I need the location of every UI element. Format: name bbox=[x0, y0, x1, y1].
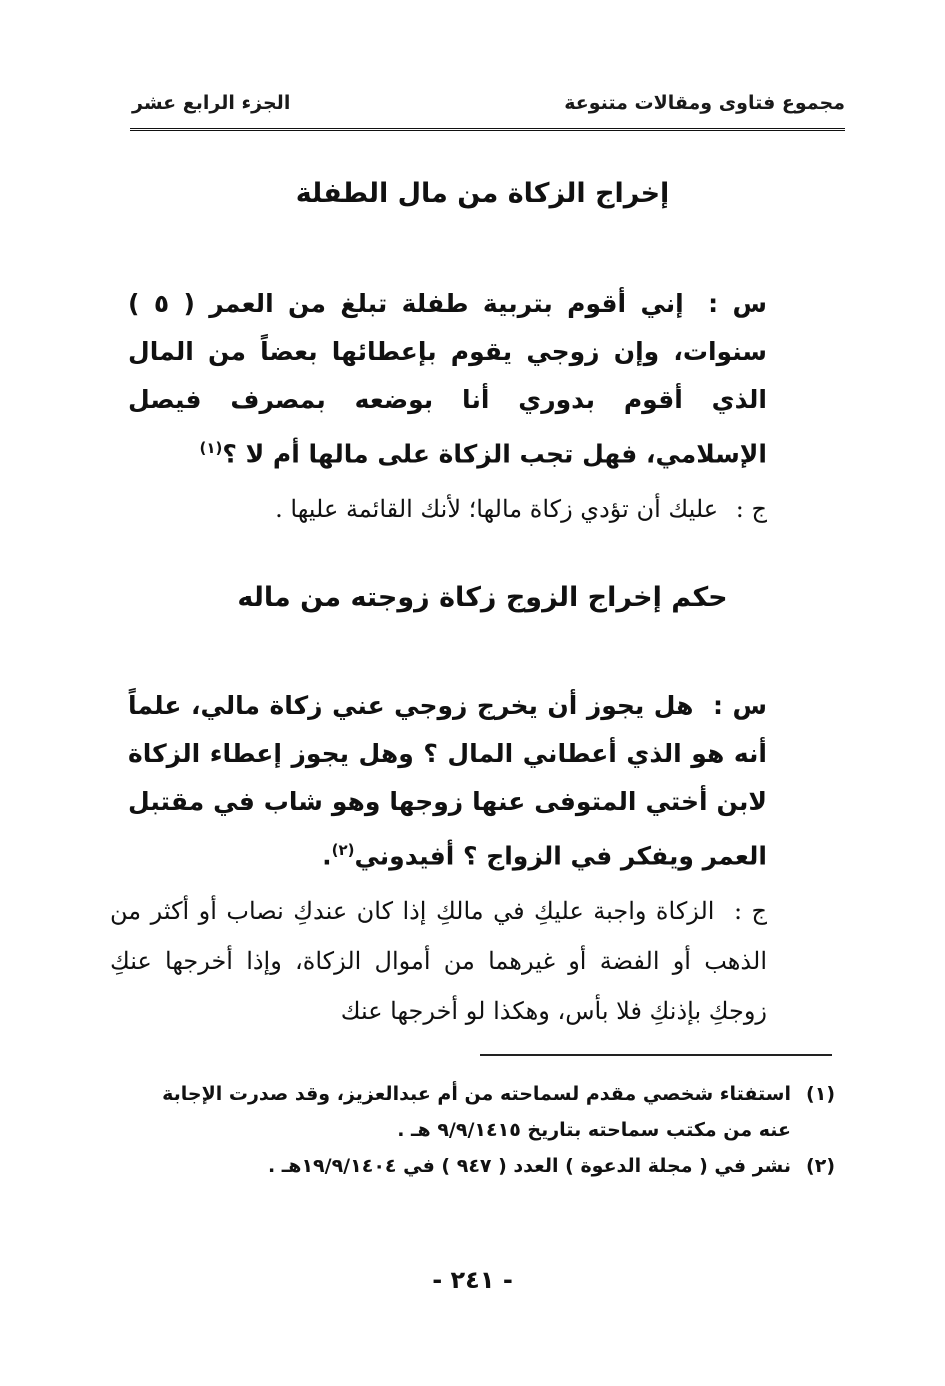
answer-label: ج : bbox=[733, 897, 767, 925]
footnote-text: استفتاء شخصي مقدم لسماحته من أم عبدالعزيز، وقد صدرت الإجابة عنه من مكتب سماحته بتاريخ ٩/٩/١٤١٥ هـ . bbox=[162, 1083, 791, 1141]
page-number: - ٢٤١ - bbox=[432, 1266, 513, 1294]
volume-label: الجزء الرابع عشر bbox=[132, 92, 291, 114]
footnote-2 bbox=[128, 1148, 835, 1184]
footnote-ref: (٢) bbox=[331, 841, 355, 859]
footnote-ref: (١) bbox=[199, 439, 223, 457]
footnote-divider bbox=[480, 1054, 832, 1056]
section2-answer bbox=[110, 886, 767, 1036]
section2-question bbox=[128, 682, 767, 880]
answer-label: ج : bbox=[735, 495, 767, 523]
section1-question bbox=[128, 280, 767, 478]
book-title: مجموع فتاوى ومقالات متنوعة bbox=[564, 92, 845, 114]
question-text: هل يجوز أن يخرج زوجي عني زكاة مالي، علماً أنه هو الذي أعطاني المال ؟ وهل يجوز إعطاء الزكاة لابن أختي المتوفى عنها زوجها وهو شاب في مقتبل العمر ويفكر في الزواج ؟ أفيدوني bbox=[128, 691, 767, 871]
answer-text: الزكاة واجبة عليكِ في مالكِ إذا كان عندكِ نصاب أو أكثر من الذهب أو الفضة أو غيرهما من أموال الزكاة، وإذا أخرجها عنكِ زوجكِ بإذنكِ فلا بأس، وهكذا لو أخرجها عنك bbox=[110, 897, 767, 1025]
question-end: . bbox=[322, 841, 332, 871]
question-label: س : bbox=[712, 691, 767, 720]
footnote-number: (١) bbox=[806, 1083, 835, 1105]
question-text: إني أقوم بتربية طفلة تبلغ من العمر ( ٥ ) سنوات، وإن زوجي يقوم بإعطائها بعضاً من المال الذي أقوم بدوري أنا بوضعه بمصرف فيصل الإسلامي، فهل تجب الزكاة على مالها أم لا ؟ bbox=[128, 289, 767, 469]
footnotes bbox=[128, 1076, 835, 1184]
footnote-text: نشر في ( مجلة الدعوة ) العدد ( ٩٤٧ ) في ١٩/٩/١٤٠٤هـ . bbox=[267, 1155, 791, 1177]
section2-title: حكم إخراج الزوج زكاة زوجته من ماله bbox=[237, 582, 728, 613]
footnote-1 bbox=[128, 1076, 835, 1148]
question-label: س : bbox=[708, 289, 767, 318]
running-header bbox=[132, 90, 845, 126]
header-divider bbox=[130, 128, 845, 134]
answer-text: عليك أن تؤدي زكاة مالها؛ لأنك القائمة عليها . bbox=[275, 495, 719, 523]
section1-title: إخراج الزكاة من مال الطفلة bbox=[295, 178, 670, 209]
footnote-number: (٢) bbox=[806, 1155, 835, 1177]
section1-answer bbox=[128, 484, 767, 534]
